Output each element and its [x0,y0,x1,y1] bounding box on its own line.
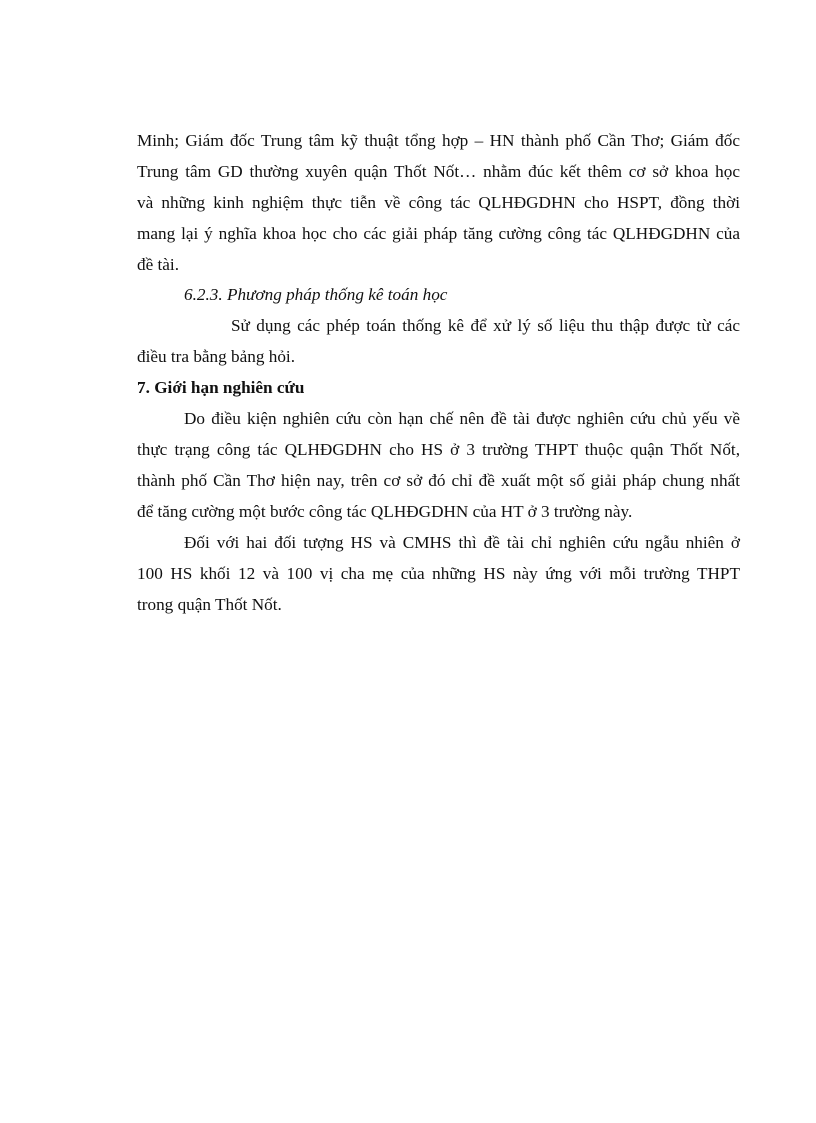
text-line: Trung tâm GD thường xuyên quận Thốt Nốt… nhằm đúc kết thêm cơ sở khoa học [137,162,740,181]
text-line: Sử dụng các phép toán thống kê để xử lý số liệu thu thập được từ các [231,316,740,335]
text-line: trong quận Thốt Nốt. [137,595,282,614]
text-line: thành phố Cần Thơ hiện nay, trên cơ sở đó chỉ đề xuất một số giải pháp chung nhất [137,471,740,490]
text-line: đề tài. [137,255,179,274]
text-line: mang lại ý nghĩa khoa học cho các giải pháp tăng cường công tác QLHĐGDHN của [137,224,740,243]
text-line: thực trạng công tác QLHĐGDHN cho HS ở 3 trường THPT thuộc quận Thốt Nốt, [137,440,740,459]
text-line: Do điều kiện nghiên cứu còn hạn chế nên đề tài được nghiên cứu chủ yếu về [184,409,740,428]
text-line: để tăng cường một bước công tác QLHĐGDHN của HT ở 3 trường này. [137,502,633,521]
text-line: Minh; Giám đốc Trung tâm kỹ thuật tổng hợp – HN thành phố Cần Thơ; Giám đốc [137,131,740,150]
section-heading: 7. Giới hạn nghiên cứu [137,378,305,397]
subsection-heading: 6.2.3. Phương pháp thống kê toán học [184,285,448,304]
text-line: Đối với hai đối tượng HS và CMHS thì đề tài chỉ nghiên cứu ngẫu nhiên ở [184,533,740,552]
text-line: điều tra bằng bảng hỏi. [137,347,295,366]
text-line: và những kinh nghiệm thực tiễn về công tác QLHĐGDHN cho HSPT, đồng thời [137,193,740,212]
text-line: 100 HS khối 12 và 100 vị cha mẹ của những HS này ứng với mỗi trường THPT [137,564,740,583]
